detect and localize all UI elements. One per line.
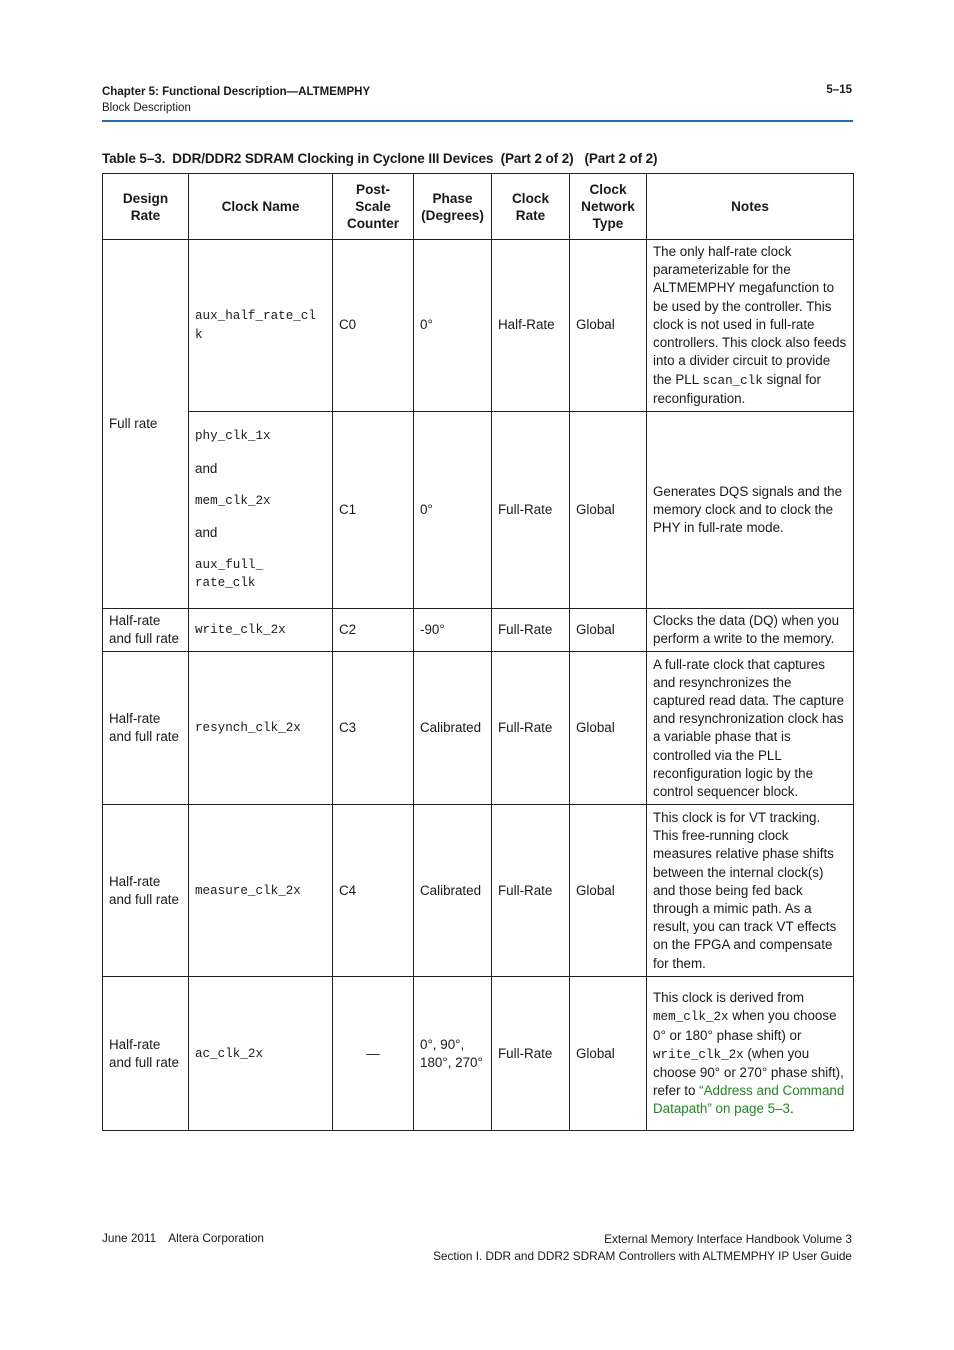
design-rate-cell: Half-rate and full rate (103, 977, 189, 1131)
phase-cell: 0° (414, 240, 492, 412)
table-caption (102, 151, 664, 166)
notes-cell: A full-rate clock that captures and resynchronizes the captured read data. The capture and resynchronization clock has a variable phase that is controlled via the PLL reconfiguration logic by the control sequencer block. (647, 652, 854, 805)
conjunction: and (195, 525, 218, 540)
chapter-title: Chapter 5: Functional Description—ALTMEMPHY (102, 86, 371, 98)
phase-cell: Calibrated (414, 652, 492, 805)
counter-cell: — (333, 977, 414, 1131)
clock-rate-cell: Full-Rate (492, 977, 570, 1131)
notes-text: signal for reconfiguration. (653, 371, 821, 406)
notes-text: The only half-rate clock parameterizable for the ALTMEMPHY megafunction to be used by the controller. This clock is not used in full-rate controllers. This clock also feeds into a divider circuit to provide the PLL (653, 244, 847, 387)
cross-reference-link[interactable]: “Address and Command Datapath” on page 5–3 (653, 1083, 845, 1117)
clock-rate-cell: Half-Rate (492, 240, 570, 412)
notes-cell: Clocks the data (DQ) when you perform a write to the memory. (647, 609, 854, 652)
notes-text: . (790, 1101, 794, 1117)
network-type-cell: Global (570, 412, 647, 609)
table-row (103, 609, 854, 652)
design-rate-cell: Full rate (103, 240, 189, 609)
header-rule (102, 120, 853, 122)
notes-code: mem_clk_2x (653, 1010, 729, 1025)
notes-cell: Generates DQS signals and the memory clock and to clock the PHY in full-rate mode. (647, 412, 854, 609)
col-header-design-rate: Design Rate (103, 174, 189, 240)
phase-cell: Calibrated (414, 805, 492, 977)
counter-cell: C3 (333, 652, 414, 805)
phase-cell: -90° (414, 609, 492, 652)
table-header-row (103, 174, 854, 240)
col-header-counter: Post-Scale Counter (333, 174, 414, 240)
clock-name: phy_clk_1x (195, 429, 271, 444)
table-label: Table 5–3. (102, 151, 166, 166)
clock-rate-cell: Full-Rate (492, 652, 570, 805)
footer-guide: Section I. DDR and DDR2 SDRAM Controllers with ALTMEMPHY IP User Guide (433, 1248, 852, 1263)
page-header (102, 84, 370, 116)
notes-text: (when you choose 90° or 270° phase shift), refer to (653, 1045, 844, 1099)
notes-text: when you choose 0° or 180° phase shift) or (653, 1008, 837, 1043)
page-footer-right (433, 1231, 852, 1264)
clock-rate-cell: Full-Rate (492, 805, 570, 977)
phase-cell: 0° (414, 412, 492, 609)
page-number: 5–15 (826, 84, 852, 96)
conjunction: and (195, 460, 218, 476)
design-rate-cell: Half-rate and full rate (103, 609, 189, 652)
notes-text: This clock is derived from (653, 990, 805, 1006)
clock-name-cell (189, 412, 333, 609)
notes-cell: This clock is for VT tracking. This free-running clock measures relative phase shifts between the internal clock(s) and those being fed back through a mimic path. As a result, you can track VT effects on the FPGA and compensate for them. (647, 805, 854, 977)
section-title: Block Description (102, 102, 191, 114)
footer-date: June 2011 (102, 1231, 157, 1245)
col-header-network-type: Clock Network Type (570, 174, 647, 240)
col-header-clock-name: Clock Name (189, 174, 333, 240)
table-row (103, 240, 854, 412)
clocking-table (102, 173, 854, 1131)
design-rate-cell: Half-rate and full rate (103, 652, 189, 805)
notes-cell (647, 977, 854, 1131)
footer-handbook: External Memory Interface Handbook Volume 3 (604, 1232, 852, 1246)
notes-code: scan_clk (702, 373, 763, 388)
clock-name-cell: write_clk_2x (189, 609, 333, 652)
network-type-cell: Global (570, 805, 647, 977)
clock-name: aux_full_ (195, 558, 264, 573)
table-row (103, 412, 854, 609)
col-header-notes: Notes (647, 174, 854, 240)
footer-company: Altera Corporation (168, 1231, 264, 1245)
clock-rate-cell: Full-Rate (492, 609, 570, 652)
network-type-cell: Global (570, 609, 647, 652)
clock-name-cell: resynch_clk_2x (189, 652, 333, 805)
page-footer-left (102, 1231, 276, 1245)
notes-cell (647, 240, 854, 412)
table-caption-text: DDR/DDR2 SDRAM Clocking in Cyclone III Devices (Part 2 of 2) (Part 2 of 2) (172, 151, 658, 166)
counter-cell: C1 (333, 412, 414, 609)
clock-name-cell: ac_clk_2x (189, 977, 333, 1131)
counter-cell: C2 (333, 609, 414, 652)
network-type-cell: Global (570, 652, 647, 805)
clock-rate-cell: Full-Rate (492, 412, 570, 609)
clock-name-cell: aux_half_rate_cl k (189, 240, 333, 412)
phase-cell: 0°, 90°, 180°, 270° (414, 977, 492, 1131)
col-header-clock-rate: Clock Rate (492, 174, 570, 240)
design-rate-cell: Half-rate and full rate (103, 805, 189, 977)
counter-cell: C0 (333, 240, 414, 412)
clock-name: mem_clk_2x (195, 493, 271, 508)
table-row (103, 977, 854, 1131)
clock-name: rate_clk (195, 576, 256, 591)
network-type-cell: Global (570, 240, 647, 412)
notes-code: write_clk_2x (653, 1047, 744, 1062)
table-row (103, 805, 854, 977)
network-type-cell: Global (570, 977, 647, 1131)
clock-name-cell: measure_clk_2x (189, 805, 333, 977)
counter-cell: C4 (333, 805, 414, 977)
table-row (103, 652, 854, 805)
col-header-phase: Phase (Degrees) (414, 174, 492, 240)
